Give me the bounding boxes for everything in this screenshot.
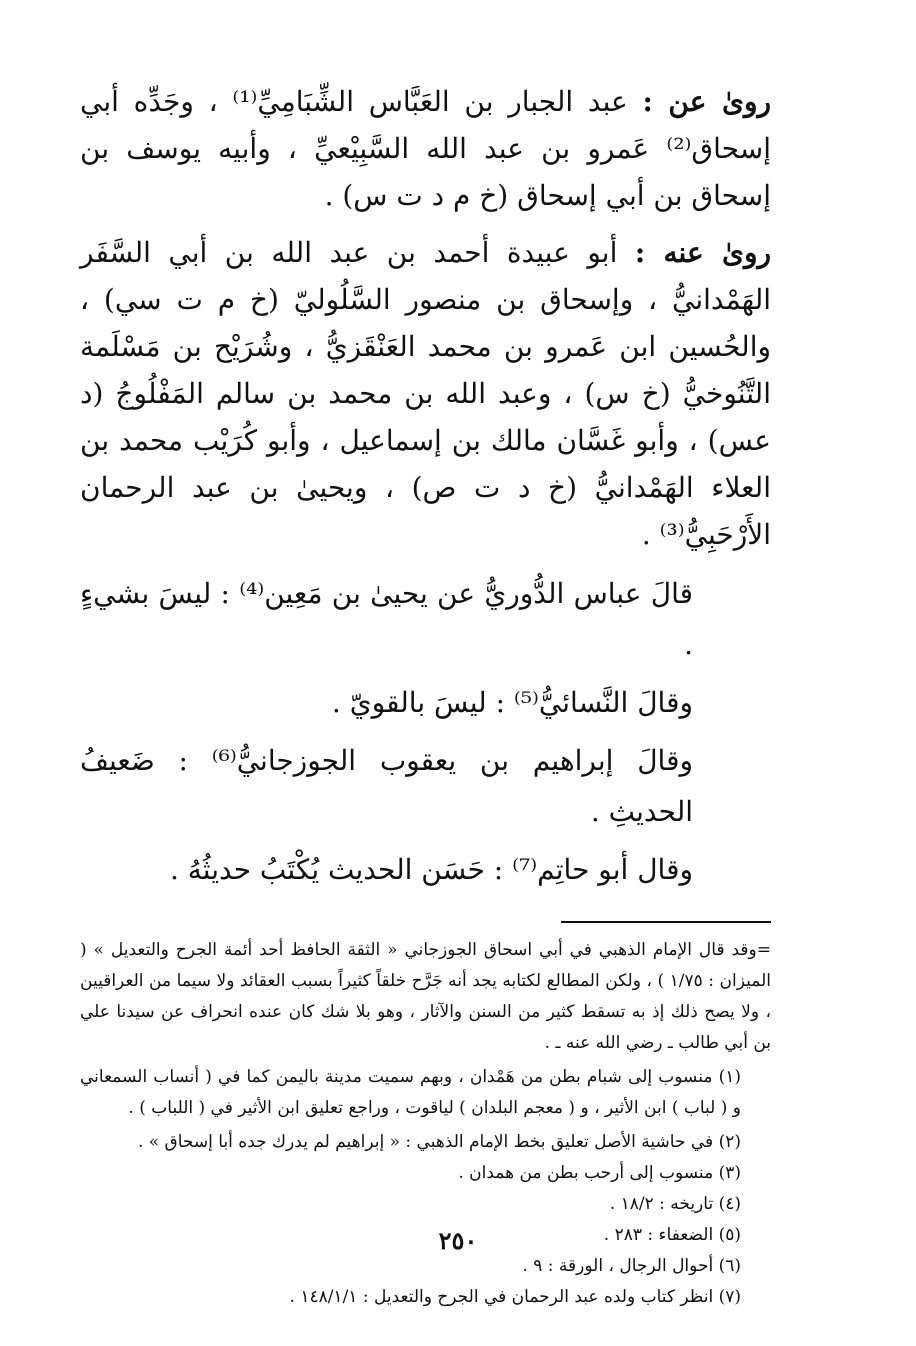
footnote-continuation: =وقد قال الإمام الذهبي في أبي اسحاق الجوزجاني « الثقة الحافظ أحد أئمة الجرح والتعديل » ( الميزان : ١/٧٥ ) ، ولكن المطالع لكتابه يجد أنه جَرَّح خلقاً كثيراً بسبب العقائد ولا سيما من العراقيين ، ولا يصح ذلك إذ به تسقط كثير من السنن والآثار ، وهو بلا شك كان عنده انحراف عن سيدنا علي بن أبي طالب ـ رضي الله عنه ـ . (80, 940, 771, 1053)
footnotes (80, 935, 771, 1313)
narrated-from-label: روىٰ عن : (642, 85, 771, 118)
footnote-2: (٢) في حاشية الأصل تعليق بخط الإمام الذهبي : « إبراهيم لم يدرك جده أبا إسحاق » . (137, 1132, 741, 1152)
narrated-by-label: روىٰ عنه : (634, 236, 771, 269)
quote-jawzajani: وقالَ إبراهيم بن يعقوب الجوزجانيُّ⁽⁶⁾ : ضَعيفُ الحديثِ . (80, 744, 693, 828)
page-number: ٢٥٠ (438, 1226, 478, 1255)
footnote-separator (561, 921, 771, 923)
footnote-3: (٣) منسوب إلى أرحب بطن من همدان . (458, 1163, 741, 1183)
quote-abu-hatim: وقال أبو حاتِم⁽⁷⁾ : حَسَن الحديث يُكْتَبُ حديثُهُ . (169, 853, 693, 886)
narrated-by-text: أبو عبيدة أحمد بن عبد الله بن أبي السَّفَر الهَمْدانيُّ ، وإسحاق بن منصور السَّلُوليّ (خ م ت سي) ، والحُسين ابن عَمرو بن محمد العَنْقَزيُّ ، وشُرَيْح بن مَسْلَمة التَّنُوخيُّ (خ س) ، وعبد الله بن محمد بن سالم المَفْلُوجُ (د عس) ، وأبو غَسَّان مالك بن إسماعيل ، وأبو كُرَيْب محمد بن العلاء الهَمْدانيُّ (خ د ت ص) ، ويحيىٰ بن عبد الرحمان الأَرْحَبِيُّ⁽³⁾ . (80, 236, 771, 551)
narrated-from-text: عبد الجبار بن العَبَّاس الشِّبَامِيِّ⁽¹⁾ ، وجَدِّه أبي إسحاق⁽²⁾ عَمرو بن عبد الله السَّبِيْعيِّ ، وأبيه يوسف بن إسحاق بن أبي إسحاق (خ م د ت س) . (80, 85, 771, 212)
quote-ibn-main: قالَ عباس الدُّوريُّ عن يحيىٰ بن مَعِين⁽⁴⁾ : ليسَ بشيءٍ . (80, 577, 693, 661)
footnote-4: (٤) تاريخه : ١٨/٢ . (609, 1194, 741, 1214)
footnote-1: (١) منسوب إلى شبام بطن من هَمْدان ، وبهم سميت مدينة باليمن كما في ( أنساب السمعاني و ( لباب ) ابن الأثير ، و ( معجم البلدان ) لياقوت ، وراجع تعليق ابن الأثير في ( اللباب ) . (80, 1067, 741, 1118)
quote-nasai: وقالَ النَّسائيُّ⁽⁵⁾ : ليسَ بالقويّ . (331, 686, 693, 719)
narrated-from-paragraph (80, 78, 771, 219)
biography-entry (80, 78, 771, 895)
footnote-5: (٥) الضعفاء : ٢٨٣ . (603, 1225, 741, 1245)
footnote-6: (٦) أحوال الرجال ، الورقة : ٩ . (522, 1256, 741, 1276)
narrated-by-paragraph (80, 229, 771, 558)
footnote-7: (٧) انظر كتاب ولده عبد الرحمان في الجرح والتعديل : ١٤٨/١/١ . (289, 1287, 741, 1307)
